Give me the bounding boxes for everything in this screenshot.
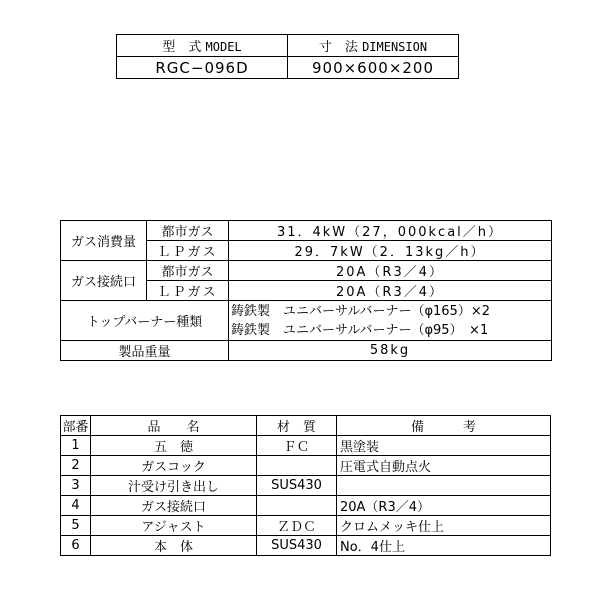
part-remarks: No．4仕上 — [337, 536, 551, 556]
part-material: SUS430 — [257, 536, 337, 556]
lp-gas-label: ＬＰガス — [147, 281, 229, 301]
weight-value: 58kg — [229, 341, 552, 361]
part-name: ガス接続口 — [91, 496, 257, 516]
parts-table — [60, 415, 551, 556]
spec-table — [60, 220, 552, 361]
lp-gas-label: ＬＰガス — [147, 241, 229, 261]
header-no: 部番 — [61, 416, 91, 436]
spec-row — [61, 221, 552, 241]
part-no: 2 — [61, 456, 91, 476]
model-label-en: MODEL — [205, 40, 242, 54]
dimension-header-cell — [288, 35, 459, 57]
model-table-header-row — [117, 35, 459, 57]
consumption-lp-value: 29．7kW（2．13kg／h） — [229, 241, 552, 261]
header-material: 材 質 — [257, 416, 337, 436]
top-burner-label: トップバーナー種類 — [61, 301, 229, 341]
part-no: 6 — [61, 536, 91, 556]
table-row — [61, 536, 551, 556]
part-remarks: 黒塗装 — [337, 436, 551, 456]
header-name: 品 名 — [91, 416, 257, 436]
model-label: 型 式 — [162, 40, 202, 55]
spec-row — [61, 341, 552, 361]
part-material: SUS430 — [257, 476, 337, 496]
spec-row — [61, 261, 552, 281]
top-burner-line-1: 鋳鉄製 ユニバーサルバーナー（φ165）×2 — [231, 303, 490, 319]
city-gas-label: 都市ガス — [147, 261, 229, 281]
connection-lp-value: 20A（R3／4） — [229, 281, 552, 301]
part-no: 3 — [61, 476, 91, 496]
part-name: 汁受け引き出し — [91, 476, 257, 496]
gas-connection-label: ガス接続口 — [61, 261, 147, 301]
part-remarks: クロムメッキ仕上 — [337, 516, 551, 536]
part-material — [257, 496, 337, 516]
part-remarks: 圧電式自動点火 — [337, 456, 551, 476]
dimension-value: 900×600×200 — [288, 57, 459, 79]
weight-label: 製品重量 — [61, 341, 229, 361]
part-name: アジャスト — [91, 516, 257, 536]
dimension-label: 寸 法 — [318, 40, 358, 55]
part-material: ＦＣ — [257, 436, 337, 456]
parts-header-row — [61, 416, 551, 436]
table-row — [61, 456, 551, 476]
part-material — [257, 456, 337, 476]
model-dimension-table — [116, 34, 459, 79]
city-gas-label: 都市ガス — [147, 221, 229, 241]
model-table-value-row — [117, 57, 459, 79]
table-row — [61, 496, 551, 516]
part-name: 五 徳 — [91, 436, 257, 456]
part-no: 1 — [61, 436, 91, 456]
part-material: ＺＤＣ — [257, 516, 337, 536]
part-no: 5 — [61, 516, 91, 536]
table-row — [61, 436, 551, 456]
model-value: RGC−096D — [117, 57, 288, 79]
dimension-label-en: DIMENSION — [362, 40, 428, 54]
part-name: 本 体 — [91, 536, 257, 556]
part-no: 4 — [61, 496, 91, 516]
consumption-city-value: 31．4kW（27，000kcal／h） — [229, 221, 552, 241]
model-header-cell — [117, 35, 288, 57]
part-remarks: 20A（R3／4） — [337, 496, 551, 516]
table-row — [61, 476, 551, 496]
gas-consumption-label: ガス消費量 — [61, 221, 147, 261]
part-name: ガスコック — [91, 456, 257, 476]
header-remarks: 備 考 — [337, 416, 551, 436]
top-burner-line-2: 鋳鉄製 ユニバーサルバーナー（φ95） ×1 — [231, 322, 489, 338]
top-burner-cell — [229, 301, 552, 341]
spec-row — [61, 301, 552, 341]
connection-city-value: 20A（R3／4） — [229, 261, 552, 281]
table-row — [61, 516, 551, 536]
part-remarks — [337, 476, 551, 496]
